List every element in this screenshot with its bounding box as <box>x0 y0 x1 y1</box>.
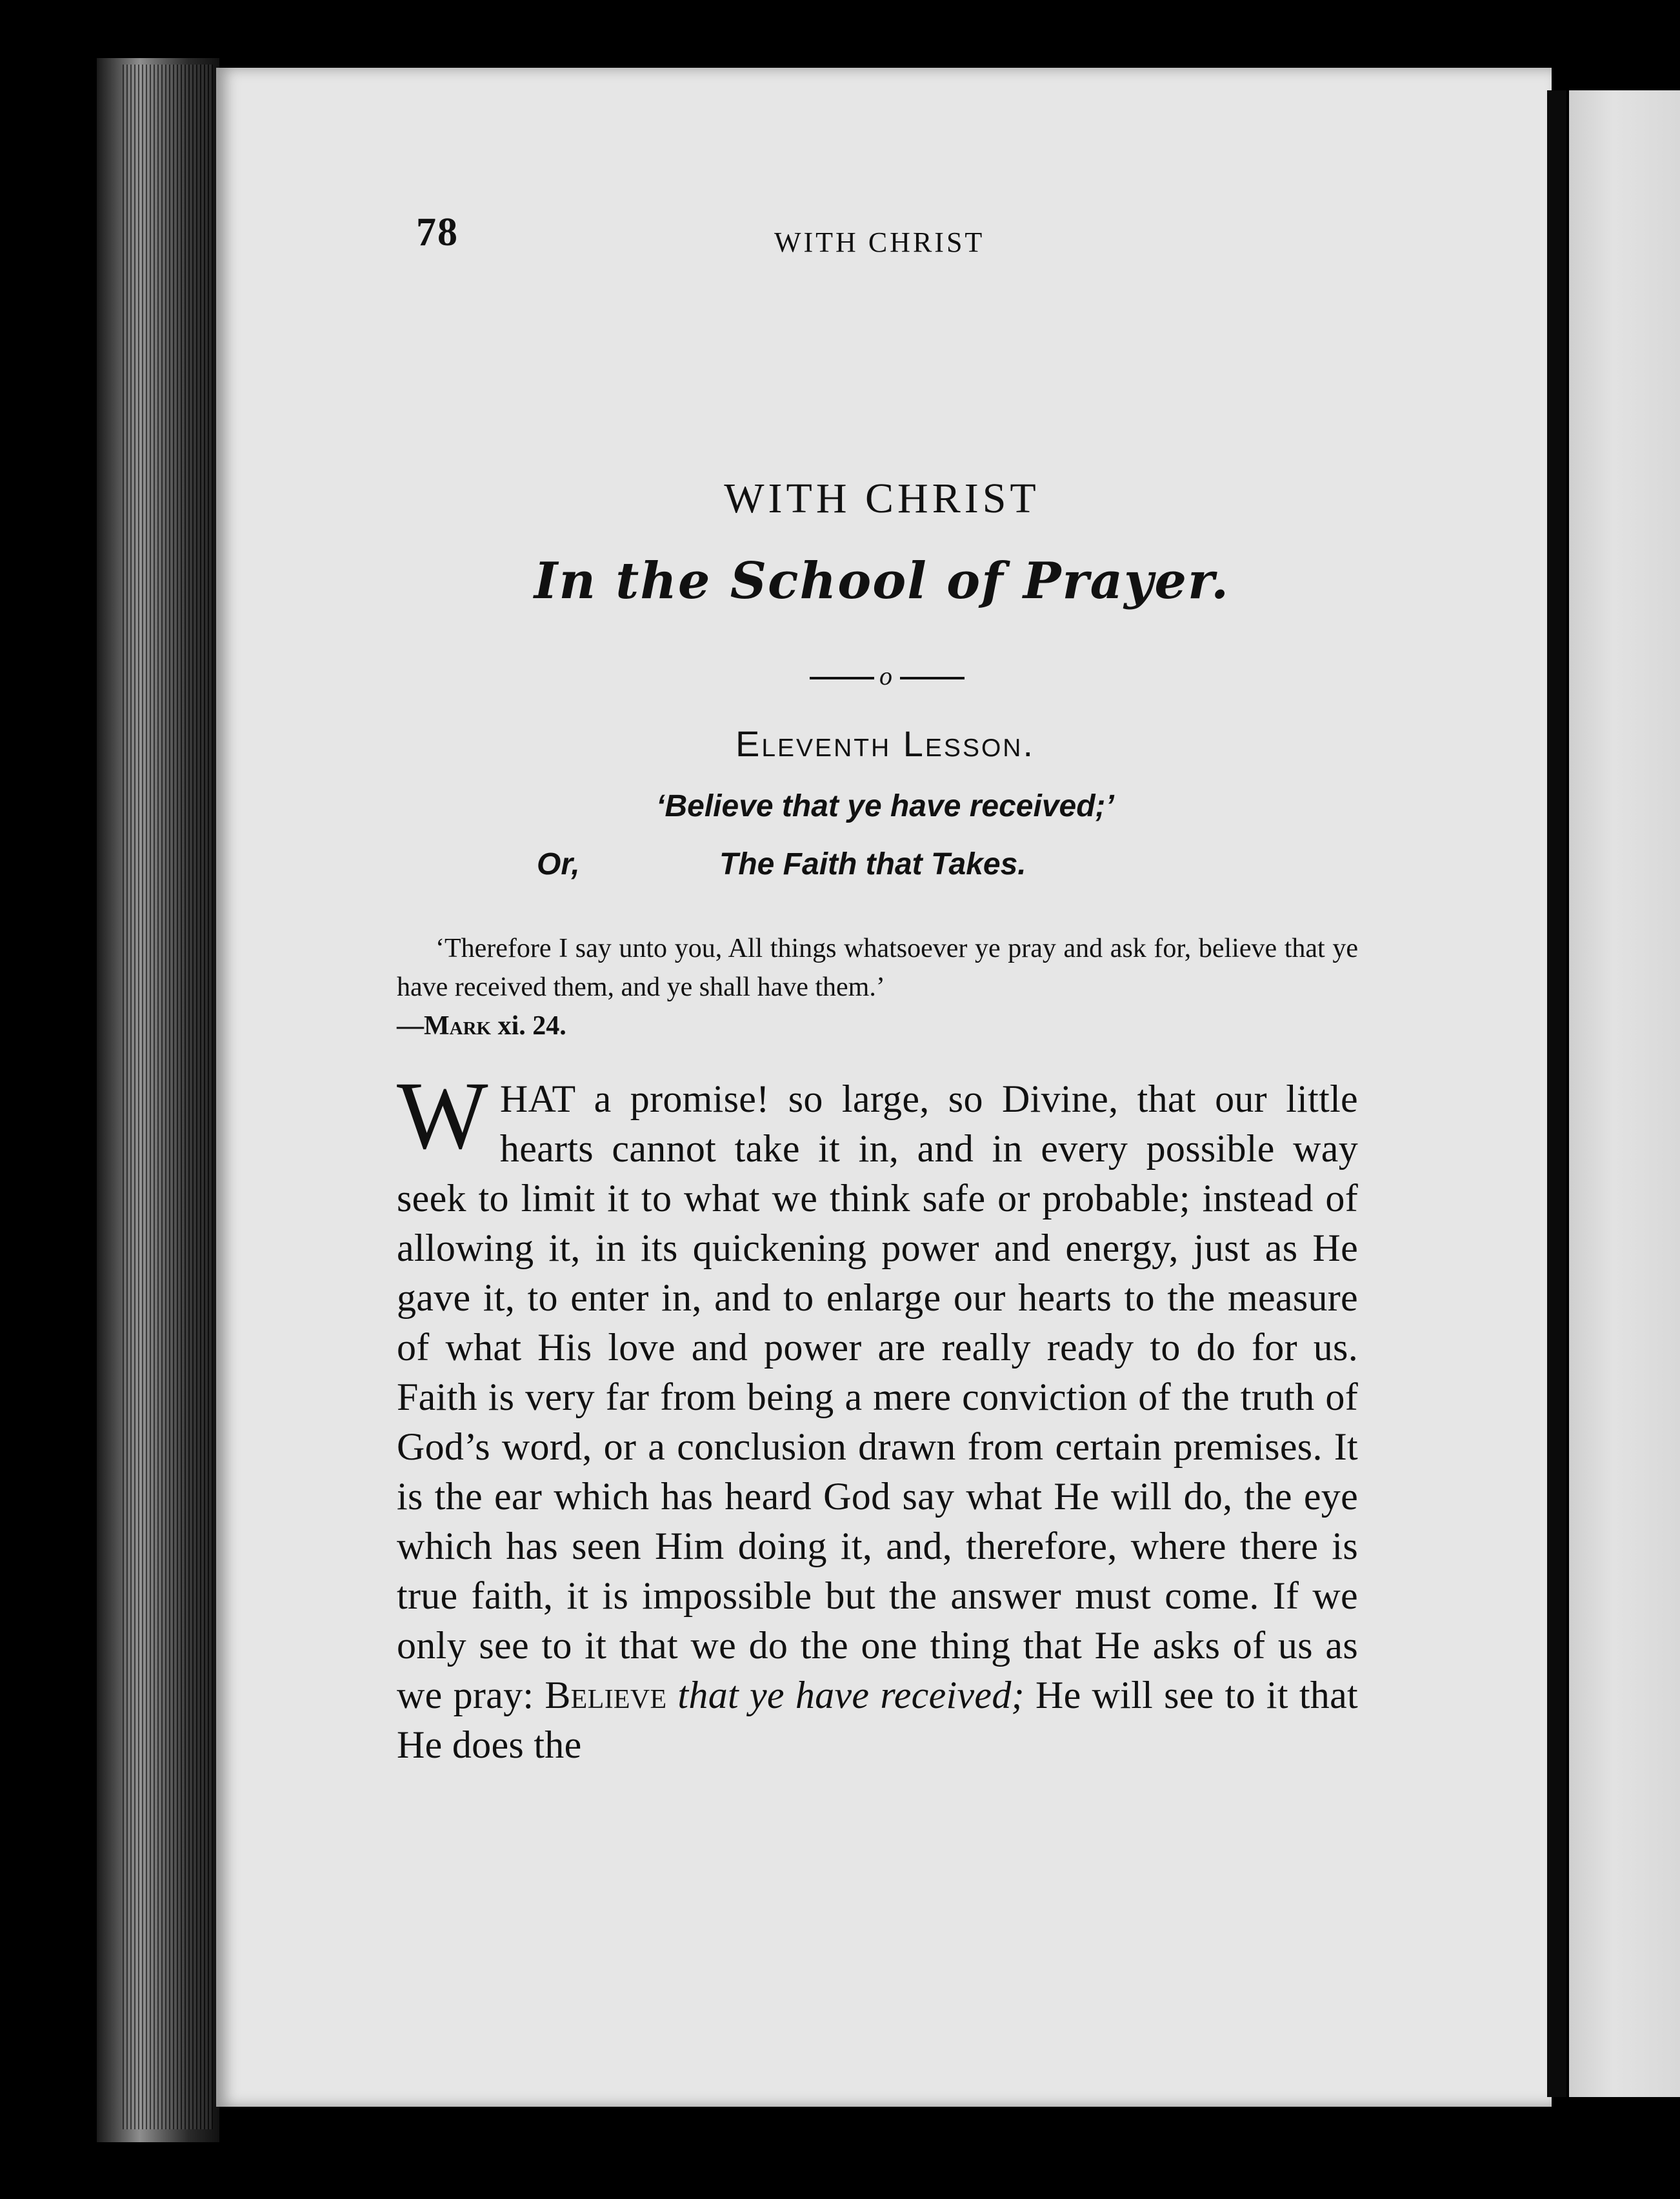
gutter-shadow <box>1547 90 1566 2097</box>
scripture-ref-verse: xi. 24. <box>491 1011 566 1041</box>
lesson-epigraph: ‘Believe that ye have received;’ <box>656 789 1114 823</box>
lesson-heading: Eleventh Lesson. <box>735 723 1035 764</box>
chapter-title: WITH CHRIST <box>724 475 1040 522</box>
page-edges <box>123 65 213 2129</box>
page-number: 78 <box>416 210 459 254</box>
scripture-reference <box>397 1007 1358 1045</box>
or-label: Or, <box>537 847 580 881</box>
running-head: WITH CHRIST <box>774 226 985 258</box>
ornament-glyph: o <box>879 661 892 690</box>
title-ornament <box>810 661 965 690</box>
body-paragraph <box>397 1062 1358 1770</box>
ornament-rule-left <box>810 677 874 679</box>
scripture-quote <box>397 929 1358 1045</box>
scripture-ref-book: Mark <box>424 1011 492 1041</box>
scripture-text: ‘Therefore I say unto you, All things whatsoever ye pray and ask for, believe that ye have received them, and ye shall have them.’ <box>397 934 1358 1002</box>
scripture-ref-dash: — <box>397 1011 424 1041</box>
body-italic-phrase: that ye have received; <box>666 1674 1025 1716</box>
body-believe: Believe <box>545 1674 667 1716</box>
chapter-subtitle: In the School of Prayer. <box>534 552 1230 610</box>
drop-cap: W <box>397 1062 488 1169</box>
body-text-part-2: He will see to it that He does the <box>397 1674 1358 1766</box>
facing-page-edge <box>1569 90 1680 2097</box>
alternate-title: The Faith that Takes. <box>719 847 1026 881</box>
ornament-rule-right <box>900 677 965 679</box>
body-text-part-1: HAT a promise! so large, so Divine, that our little hearts cannot take it in, and in every possible way seek to limit it to what we think safe or probable; instead of allowing it, in its quickening power and energy, just as He gave it, to enter in, and to enlarge our hearts to the measure of what His love and power are really ready to do for us. Faith is very far from being a mere conviction of the truth of God’s word, or a conclusion drawn from certain premises. It is the ear which has heard God say what He will do, the eye which has seen Him doing it, and, therefore, where there is true faith, it is impossible but the answer must come. If we only see to it that we do the one thing that He asks of us as we pray: <box>397 1078 1358 1716</box>
